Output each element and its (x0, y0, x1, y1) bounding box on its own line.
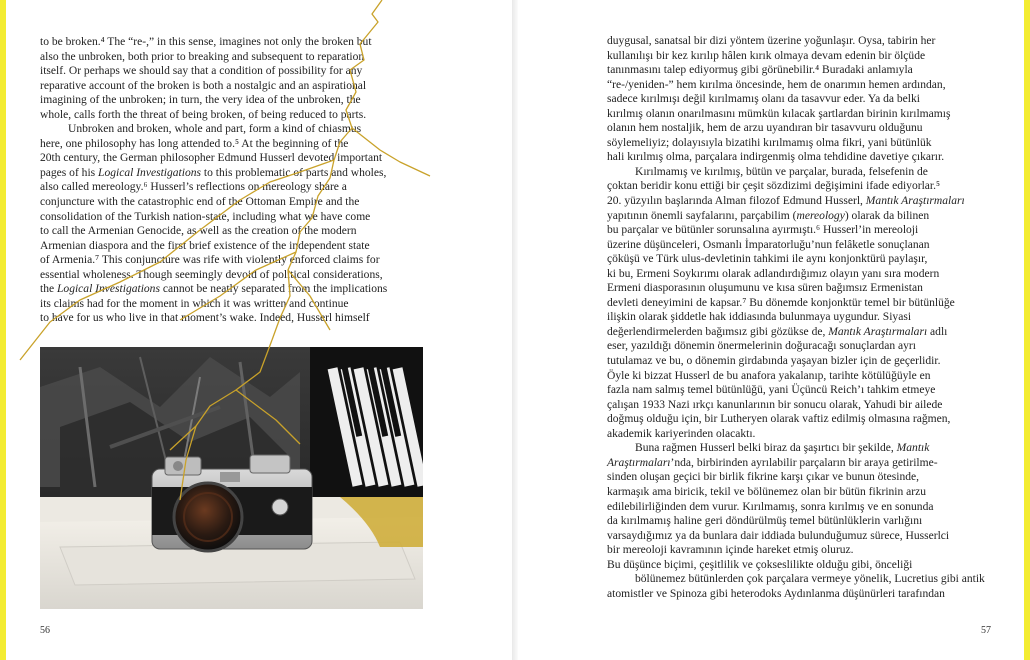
right-text-line: edilebilirliğinden dem vurur. Kırılmamış, sonra kırılmış ve en sonunda (607, 500, 934, 513)
left-text-line: to call the Armenian Genocide, as well as the creation of the modern (40, 225, 357, 238)
right-text-line: Buna rağmen Husserl belki biraz da şaşırtıcı bir şekilde, Mantık (635, 442, 930, 455)
right-text-line: Bu düşünce biçimi, çeşitlilik ve çokseslilikte olduğu gibi, önceliği (607, 558, 913, 571)
page-number-right: 57 (981, 625, 991, 636)
right-text-line: olanın hem nostaljik, hem de arzu uyandıran bir tasavvuru olduğunu (607, 122, 923, 135)
camera-photo-art (40, 347, 423, 609)
right-text-line: bir mereoloji kavramının içinde hareket etmiş oluruz. (607, 544, 854, 557)
right-text-line: söylemeliyiz; dolayısıyla bizatihi kırılmamış olma fikri, yani bütünlük (607, 136, 932, 149)
right-text-line: fazla nam salmış temel bütünlüğü, yani Üçüncü Reich’ı tahkim etmeye (607, 384, 936, 397)
right-text-line: 20. yüzyılın başlarında Alman filozof Edmund Husserl, Mantık Araştırmaları (607, 195, 965, 208)
left-text-line: consolidation of the Turkish nation-state, including what we have come (40, 210, 371, 223)
left-text-line: conjuncture with the catastrophic end of the Ottoman Empire and the (40, 196, 360, 209)
right-text-line: kırılmış olanın onarılmasını mümkün kılacak şartlardan birinin kırılmamış (607, 107, 951, 120)
left-text-line: of Armenia.⁷ This conjuncture was rife with violently enforced claims for (40, 254, 380, 267)
left-text-line: 20th century, the German philosopher Edmund Husserl devoted important (40, 152, 383, 165)
right-text-line: sadece kırılmışı değil kırılmamış olanı da tasavvur eder. Ya da belki (607, 93, 920, 106)
left-text-line: imagining of the unbroken; in turn, the very idea of the unbroken, the (40, 94, 361, 107)
camera-icon (152, 455, 312, 551)
right-text-line: tanınmasını talep ediyormuş gibi görünebilir.⁴ Buradaki anlamıyla (607, 64, 913, 77)
left-text-line: the Logical Investigations cannot be neatly separated from the implications (40, 283, 388, 296)
right-text-line: Kırılmamış ve kırılmış, bütün ve parçalar, burada, felsefenin de (635, 165, 928, 178)
left-text-line: pages of his Logical Investigations to this problematic of parts and wholes, (40, 166, 387, 179)
right-text-line: ilişkin olarak şiddetle hak iddiasında bulunmaya uygundur. Siyasi (607, 311, 912, 324)
right-text-line: karmaşık ama biricik, tekil ve bölünemez olan bir bütün fikrinin arzu (607, 485, 927, 498)
left-text-line: whole, calls forth the threat of being broken, of being reduced to parts. (40, 108, 367, 121)
left-text-line: here, one philosophy has long attended to.⁵ At the beginning of the (40, 137, 349, 150)
yellow-edge-right (1024, 0, 1030, 660)
left-text-line: also called mereology.⁶ Husserl’s reflections on mereology share a (40, 181, 347, 194)
right-page (518, 0, 1024, 660)
left-text-line: to be broken.⁴ The “re-,” in this sense, imagines not only the broken but (40, 36, 372, 48)
left-page (6, 0, 512, 660)
right-text-line: bu parçalar ve bütünler sorunsalına ayırmıştı.⁶ Husserl’in mereoloji (607, 224, 919, 237)
right-text-line: bölünemez bütünlerden çok parçalara vermeye yönelik, Lucretius gibi antik (635, 573, 985, 586)
left-text-line: its claims had for the moment in which it was written and continue (40, 297, 349, 310)
right-text-line: hali kırılmış olma, parçalara indirgenmiş olma tehdidine davetiye çıkarır. (607, 151, 945, 164)
right-text-line: da kırılmamış haline geri döndürülmüş temel bütünlüklerin varlığını (607, 515, 923, 528)
right-text-line: kullanılışı bir kez kırılıp hâlen kırık olmaya devam edenin bir ölçüde (607, 49, 926, 62)
left-text-line: reparative account of the broken is both a nostalgic and an aspirational (40, 79, 367, 92)
right-text-line: tutulamaz ve bu, o dönemin girdabında yaşayan bizler için de geçerlidir. (607, 355, 941, 368)
right-text-line: duygusal, sanatsal bir dizi yöntem üzerine yoğunlaşır. Oysa, tabirin her (607, 35, 936, 47)
left-text-line: Unbroken and broken, whole and part, form a kind of chiasmus (68, 123, 362, 136)
right-text-line: varsaydığımız ya da bunlara dair iddiada bulunduğumuz sürece, Husserlci (607, 529, 950, 542)
right-page-text (607, 34, 985, 601)
right-text-line: değerlendirmelerden bağımsız gibi gözükse de, Mantık Araştırmaları adlı (607, 325, 948, 338)
page-number-left: 56 (40, 625, 50, 636)
right-text-line: eser, yazıldığı dönemin önermelerinin doğuracağı sonuçlardan ayrı (607, 340, 916, 353)
left-text-line: itself. Or perhaps we should say that a condition of possibility for any (40, 65, 363, 78)
right-text-line: çalışan 1933 Nazi ırkçı kanunlarının bir sonucu olarak, Yahudi bir ailede (607, 398, 943, 411)
camera-photo (40, 347, 423, 609)
right-text-line: yapıtının önemli sayfalarını, parçabilim (mereology) olarak da bilinen (607, 209, 930, 222)
right-text-line: devleti deneyimini de kapsar.⁷ Bu dönemde konjonktür temel bir bütünlüğe (607, 296, 955, 309)
right-text-line: akademik kariyerinden olacaktı. (607, 427, 756, 440)
right-text-line: çoktan beridir konu ettiği bir çeşit sözdizimi değişimini ifade ediyorlar.⁵ (607, 180, 941, 193)
right-text-line: Öyle ki bizzat Husserl de bu anafora yakalanıp, tarihte kötülüğüyle en (607, 369, 931, 382)
right-text-line: “re-/yeniden-” hem kırılma öncesinde, hem de onarımın hemen ardından, (607, 78, 946, 91)
right-text-line: üzerine düşünceleri, Osmanlı İmparatorluğu’nun felâketle sonuçlanan (607, 238, 930, 251)
left-text-line: also the unbroken, both prior to breaking and subsequent to reparation (40, 50, 365, 63)
left-text-line: Armenian diaspora and the first brief existence of the independent state (40, 239, 370, 252)
left-page-text (40, 35, 387, 326)
right-text-line: Ermeni diasporasının oluşumunu ve kısa süren bağımsız Ermenistan (607, 282, 923, 295)
right-text-line: doğmuş olduğu için, bir Lutheryen olarak vaftiz edilmiş olmasına rağmen, (607, 413, 951, 426)
right-text-line: ki bu, Ermeni Soykırımı olarak adlandırdığımız olayın yanı sıra modern (607, 267, 940, 280)
right-text-line: sinden oluşan geçici bir birlik fikrine karşı çıkar ve bunun ötesinde, (607, 471, 920, 484)
right-text-line: Araştırmaları’nda, birbirinden ayrılabilir parçaların bir araya getirilme- (607, 456, 938, 469)
right-text-line: çöküşü ve Türk ulus-devletinin tahkimi ile aynı konjonktürü paylaşır, (607, 253, 928, 266)
left-text-line: essential wholeness. Though seemingly devoid of political considerations, (40, 268, 383, 281)
right-text-line: atomistler ve Spinoza gibi heterodoks Aydınlanma düşünürleri tarafından (607, 587, 945, 600)
left-text-line: to have for us who live in that moment’s wake. Indeed, Husserl himself (40, 312, 370, 325)
